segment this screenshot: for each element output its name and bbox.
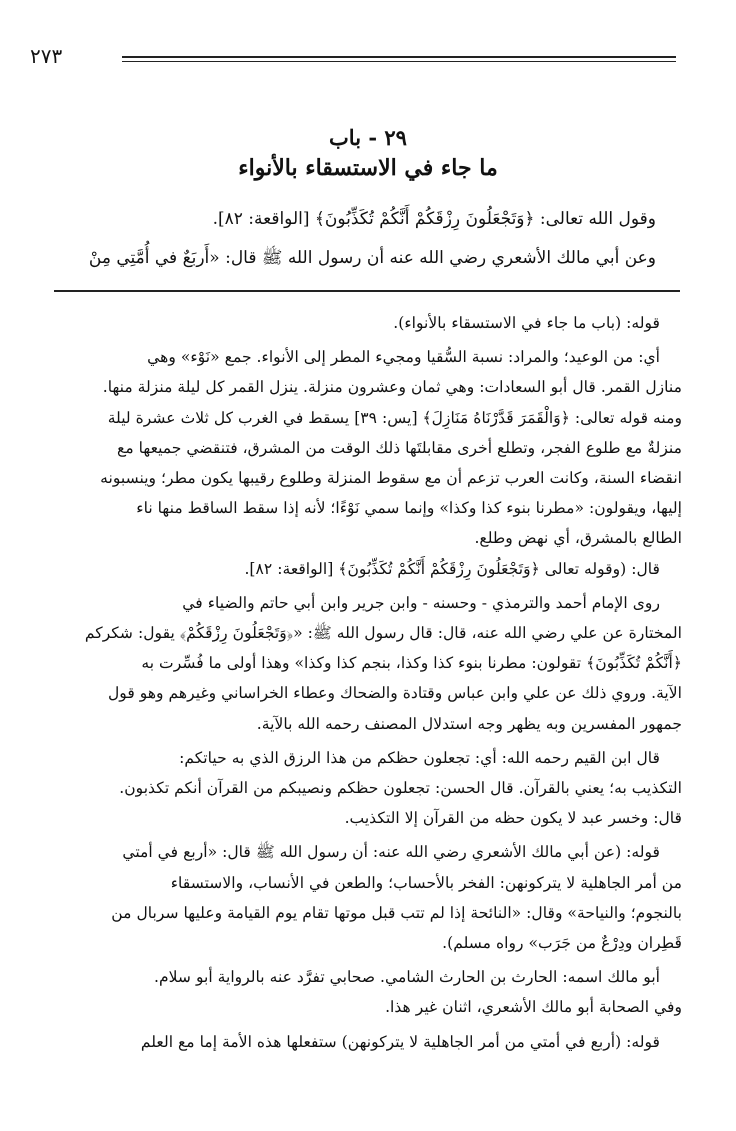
main-text-line: وقول الله تعالى: ﴿وَتَجْعَلُونَ رِزْقَكُمْ أَنَّكُمْ تُكَذِّبُونَ﴾ [الواقعة: ٨٢]. bbox=[212, 209, 656, 229]
header-rule bbox=[122, 56, 676, 62]
page-header bbox=[30, 44, 676, 74]
commentary-line: قوله: (باب ما جاء في الاستسقاء بالأنواء). bbox=[393, 314, 660, 332]
commentary-line: أي: من الوعيد؛ والمراد: نسبة السُّقيا ومجيء المطر إلى الأنواء. جمع «نَوْء» وهي bbox=[147, 348, 660, 367]
commentary-line: قَطِران ودِرْعٌ من جَرَب» رواه مسلم). bbox=[442, 934, 682, 953]
chapter-number: ٢٩ - باب bbox=[329, 125, 407, 150]
commentary bbox=[40, 308, 682, 1057]
commentary-line: قال: وخسر عبد لا يكون حظه من القرآن إلا التكذيب. bbox=[344, 809, 682, 828]
chapter-title: ما جاء في الاستسقاء بالأنواء bbox=[238, 155, 498, 181]
commentary-line: الطالع بالمشرق، أي نهض وطلع. bbox=[474, 529, 682, 548]
commentary-line: قوله: (أربع في أمتي من أمر الجاهلية لا يتركونهن) ستفعلها هذه الأمة إما مع العلم bbox=[140, 1032, 660, 1051]
commentary-line: أبو مالك اسمه: الحارث بن الحارث الشامي. صحابي تفرَّد عنه بالرواية أبو سلام. bbox=[154, 968, 660, 987]
commentary-line: الآية. وروي ذلك عن علي وابن عباس وقتادة والضحاك وعطاء الخراساني وغيرهم وهو قول bbox=[107, 684, 682, 703]
commentary-line: قال: (وقوله تعالى ﴿وَتَجْعَلُونَ رِزْقَكُمْ أَنَّكُمْ تُكَذِّبُونَ﴾ [الواقعة: ٨٢]. bbox=[244, 559, 660, 578]
commentary-line: من أمر الجاهلية لا يتركونهن: الفخر بالأحساب؛ والطعن في الأنساب، والاستسقاء bbox=[170, 873, 682, 892]
commentary-line: قال ابن القيم رحمه الله: أي: تجعلون حظكم من هذا الرزق الذي به حياتكم: bbox=[179, 748, 660, 767]
commentary-line: بالنجوم؛ والنياحة» وقال: «النائحة إذا لم تتب قبل موتها تقام يوم القيامة وعليها سربال من bbox=[111, 903, 682, 922]
section-divider bbox=[54, 290, 680, 292]
commentary-line: إليها، ويقولون: «مطرنا بنوء كذا وكذا» وإنما سمي نَوْءًا؛ لأنه إذا سقط الساقط منها ناء bbox=[136, 499, 682, 518]
commentary-line: ﴿أَنَّكُمْ تُكَذِّبُونَ﴾ تقولون: مطرنا بنوء كذا وكذا، بنجم كذا وكذا» وهذا أولى ما فُسِّرت به bbox=[141, 654, 682, 673]
commentary-line: التكذيب به؛ يعني بالقرآن. قال الحسن: تجعلون حظكم ونصيبكم من القرآن أنكم تكذبون. bbox=[119, 779, 682, 798]
main-text bbox=[44, 200, 678, 278]
page-number: ٢٧٣ bbox=[30, 44, 63, 68]
commentary-line: انقضاء السنة، وكانت العرب تزعم أن مع سقوط المنزلة وطلوع رقيبها يكون مطر؛ وينسبونه bbox=[100, 469, 682, 488]
commentary-line: وفي الصحابة أبو مالك الأشعري، اثنان غير هذا. bbox=[385, 998, 682, 1017]
main-text-line: وعن أبي مالك الأشعري رضي الله عنه أن رسول الله ﷺ قال: «أَربَعٌ في أُمَّتِي مِنْ bbox=[88, 248, 656, 268]
commentary-line: المختارة عن علي رضي الله عنه، قال: قال رسول الله ﷺ: «﴿وَتَجْعَلُونَ رِزْقَكُمْ﴾ يقول: شكركم bbox=[84, 624, 682, 643]
commentary-line: جمهور المفسرين وبه يظهر وجه استدلال المصنف رحمه الله بالآية. bbox=[256, 714, 682, 733]
commentary-line: ومنه قوله تعالى: ﴿وَالْقَمَرَ قَدَّرْنَاهُ مَنَازِلَ﴾ [يس: ٣٩] يسقط في الغرب كل ثلاث عشرة ليلة bbox=[107, 408, 682, 427]
commentary-line: منازل القمر. قال أبو السعادات: وهي ثمان وعشرون منزلة. ينزل القمر كل ليلة منزلة منها. bbox=[102, 378, 682, 397]
commentary-line: قوله: (عن أبي مالك الأشعري رضي الله عنه: أن رسول الله ﷺ قال: «أربع في أمتي bbox=[122, 843, 660, 862]
commentary-line: منزلةٌ مع طلوع الفجر، وتطلع أخرى مقابلتَها ذلك الوقت من المشرق، فتنقضي جميعها مع bbox=[117, 438, 682, 457]
commentary-line: روى الإمام أحمد والترمذي - وحسنه - وابن جرير وابن أبي حاتم والضياء في bbox=[182, 593, 660, 612]
